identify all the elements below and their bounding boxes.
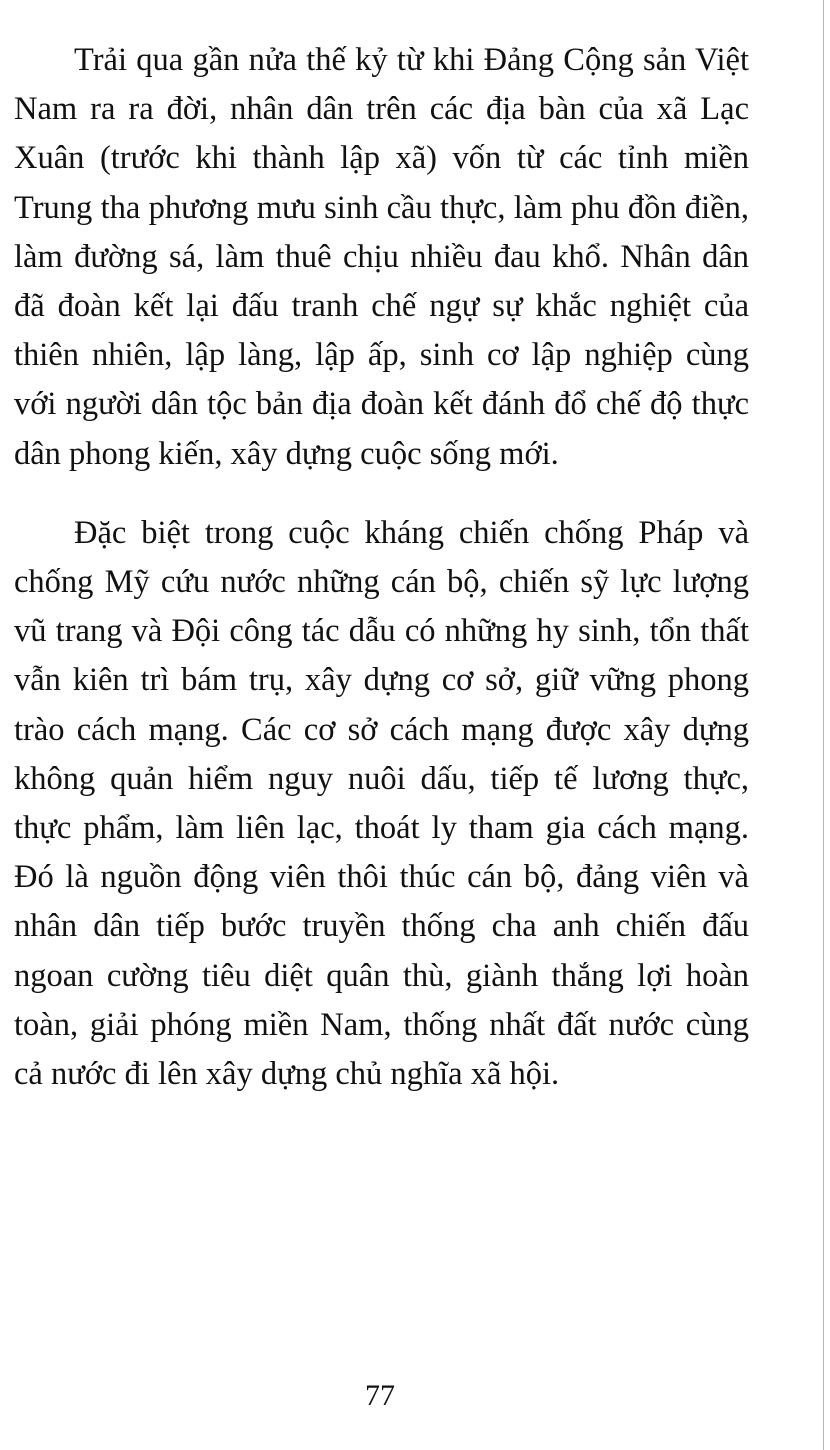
- page-number: 77: [365, 1379, 395, 1412]
- page-edge-line: [823, 0, 824, 1450]
- page-body: [14, 36, 749, 1099]
- paragraph-1: Trải qua gần nửa thế kỷ từ khi Đảng Cộng sản Việt Nam ra ra đời, nhân dân trên các địa bàn của xã Lạc Xuân (trước khi thành lập xã) vốn từ các tỉnh miền Trung tha phương mưu sinh cầu thực, làm phu đồn điền, làm đường sá, làm thuê chịu nhiều đau khổ. Nhân dân đã đoàn kết lại đấu tranh chế ngự sự khắc nghiệt của thiên nhiên, lập làng, lập ấp, sinh cơ lập nghiệp cùng với người dân tộc bản địa đoàn kết đánh đổ chế độ thực dân phong kiến, xây dựng cuộc sống mới.: [14, 42, 749, 472]
- paragraph-2: Đặc biệt trong cuộc kháng chiến chống Pháp và chống Mỹ cứu nước những cán bộ, chiến sỹ lực lượng vũ trang và Đội công tác dẫu có những hy sinh, tổn thất vẫn kiên trì bám trụ, xây dựng cơ sở, giữ vững phong trào cách mạng. Các cơ sở cách mạng được xây dựng không quản hiểm nguy nuôi dấu, tiếp tế lương thực, thực phẩm, làm liên lạc, thoát ly tham gia cách mạng. Đó là nguồn động viên thôi thúc cán bộ, đảng viên và nhân dân tiếp bước truyền thống cha anh chiến đấu ngoan cường tiêu diệt quân thù, giành thắng lợi hoàn toàn, giải phóng miền Nam, thống nhất đất nước cùng cả nước đi lên xây dựng chủ nghĩa xã hội.: [14, 514, 749, 1093]
